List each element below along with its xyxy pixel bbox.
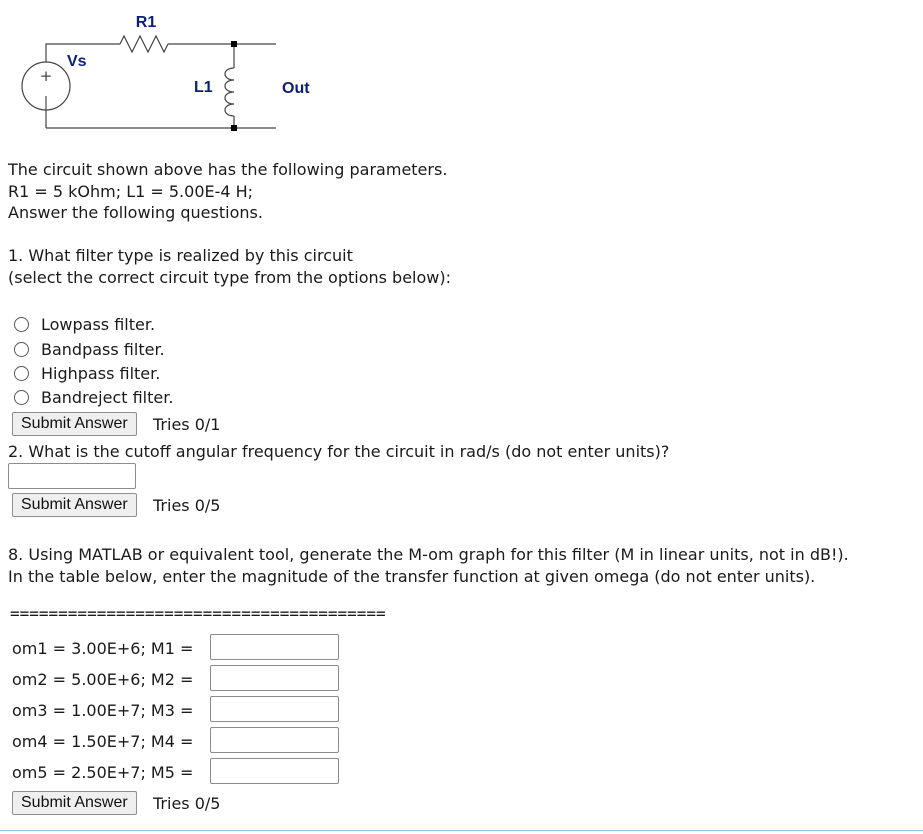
intro-line-2: R1 = 5 kOhm; L1 = 5.00E-4 H; bbox=[8, 181, 254, 201]
om3-label: om3 = 1.00E+7; M3 = bbox=[12, 700, 194, 720]
om5-label: om5 = 2.50E+7; M5 = bbox=[12, 762, 194, 782]
q2-answer-input[interactable] bbox=[8, 463, 136, 489]
table-row-om3 bbox=[12, 697, 193, 723]
q1-line-1: 1. What filter type is realized by this circuit bbox=[8, 246, 353, 265]
option-lowpass[interactable] bbox=[14, 313, 155, 335]
m3-input[interactable] bbox=[210, 696, 339, 722]
option-bandreject[interactable] bbox=[14, 386, 173, 408]
option-lowpass-label: Lowpass filter. bbox=[41, 314, 156, 334]
table-row-om1 bbox=[12, 635, 193, 661]
q8-line-2: In the table below, enter the magnitude of the transfer function at given omega (do not enter units). bbox=[8, 566, 816, 586]
om2-label: om2 = 5.00E+6; M2 = bbox=[12, 669, 194, 689]
m1-input[interactable] bbox=[210, 634, 339, 660]
problem-intro bbox=[8, 159, 447, 224]
intro-line-3: Answer the following questions. bbox=[8, 203, 263, 222]
om1-label: om1 = 3.00E+6; M1 = bbox=[12, 638, 194, 658]
q8-tries: Tries 0/5 bbox=[153, 794, 221, 813]
table-row-om5 bbox=[12, 759, 193, 785]
radio-bandpass[interactable] bbox=[14, 342, 29, 357]
separator-line: ======================================= bbox=[10, 604, 386, 623]
m4-input[interactable] bbox=[210, 727, 339, 753]
label-l1: L1 bbox=[194, 79, 213, 96]
table-row-om2 bbox=[12, 666, 193, 692]
node-top bbox=[231, 41, 237, 47]
label-vs: Vs bbox=[67, 53, 87, 70]
radio-bandreject[interactable] bbox=[14, 390, 29, 405]
intro-line-1: The circuit shown above has the following parameters. bbox=[8, 160, 448, 179]
option-highpass[interactable] bbox=[14, 362, 160, 384]
radio-highpass[interactable] bbox=[14, 366, 29, 381]
option-bandpass[interactable] bbox=[14, 338, 165, 360]
bottom-divider bbox=[0, 830, 923, 831]
q8-submit-button[interactable]: Submit Answer bbox=[12, 791, 137, 815]
question-2-text: 2. What is the cutoff angular frequency for the circuit in rad/s (do not enter units)? bbox=[8, 442, 670, 461]
circuit-diagram bbox=[0, 0, 330, 150]
node-bottom bbox=[231, 125, 237, 131]
question-1-text bbox=[8, 245, 451, 288]
source-plus: + bbox=[39, 67, 53, 85]
inductor-l1 bbox=[225, 68, 234, 116]
label-out: Out bbox=[282, 80, 310, 97]
q8-line-1: 8. Using MATLAB or equivalent tool, generate the M-om graph for this filter (M in linear units, not in dB!). bbox=[8, 545, 849, 564]
q2-submit-button[interactable]: Submit Answer bbox=[12, 493, 137, 517]
q1-tries: Tries 0/1 bbox=[153, 415, 221, 434]
label-r1: R1 bbox=[135, 14, 157, 31]
option-bandreject-label: Bandreject filter. bbox=[41, 387, 174, 407]
q1-submit-button[interactable]: Submit Answer bbox=[12, 412, 137, 436]
question-8-text bbox=[8, 544, 849, 587]
table-row-om4 bbox=[12, 728, 193, 754]
radio-lowpass[interactable] bbox=[14, 317, 29, 332]
q2-tries: Tries 0/5 bbox=[153, 496, 221, 515]
source-minus: | bbox=[43, 95, 49, 111]
resistor-r1 bbox=[120, 36, 168, 52]
option-bandpass-label: Bandpass filter. bbox=[41, 339, 165, 359]
option-highpass-label: Highpass filter. bbox=[41, 363, 161, 383]
q1-line-2: (select the correct circuit type from the options below): bbox=[8, 267, 451, 287]
m2-input[interactable] bbox=[210, 665, 339, 691]
m5-input[interactable] bbox=[210, 758, 339, 784]
om4-label: om4 = 1.50E+7; M4 = bbox=[12, 731, 194, 751]
